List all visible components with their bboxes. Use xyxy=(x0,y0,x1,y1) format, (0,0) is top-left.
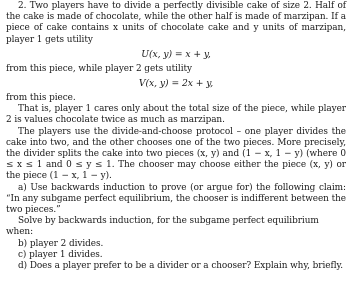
solve-instruction: Solve by backwards induction, for the subgame perfect equilibrium when: xyxy=(6,216,319,238)
utility-equation-player2: V(x, y) = 2x + y, xyxy=(138,78,214,90)
problem-intro: 2. Two players have to divide a perfectly divisible cake of size 2. Half of the cake is made of chocolate, while the other half is made of marzipan. If a piece of cake contains x units of chocolate cake and y units of marzipan, player 1 gets utility xyxy=(6,1,346,45)
part-c: c) player 1 divides. xyxy=(18,249,103,260)
problem-mid-text: from this piece, while player 2 gets utility xyxy=(6,63,192,74)
problem-after-text: from this piece. xyxy=(6,93,76,104)
part-b: b) player 2 divides. xyxy=(18,238,104,249)
part-a: a) Use backwards induction to prove (or argue for) the following claim: “In any subgame perfect equilibrium, the chooser is indifferent between the two pieces.” xyxy=(6,182,346,216)
parts-list xyxy=(6,216,346,272)
problem-preferences-paragraph: That is, player 1 cares only about the total size of the piece, while player 2 is values chocolate twice as much as marzipan. xyxy=(6,104,346,126)
problem-protocol-paragraph: The players use the divide-and-choose protocol – one player divides the cake into two, and the other chooses one of the two pieces. More precisely, the divider splits the cake into two pieces (x, y) and (1 − x, 1 − y) (where 0 ≤ x ≤ 1 and 0 ≤ y ≤ 1. The chooser may choose either the piece (x, y) or the piece (1 − x, 1 − y). xyxy=(6,126,346,182)
utility-equation-player1: U(x, y) = x + y, xyxy=(141,48,211,60)
part-d: d) Does a player prefer to be a divider or a chooser? Explain why, briefly. xyxy=(18,261,344,272)
